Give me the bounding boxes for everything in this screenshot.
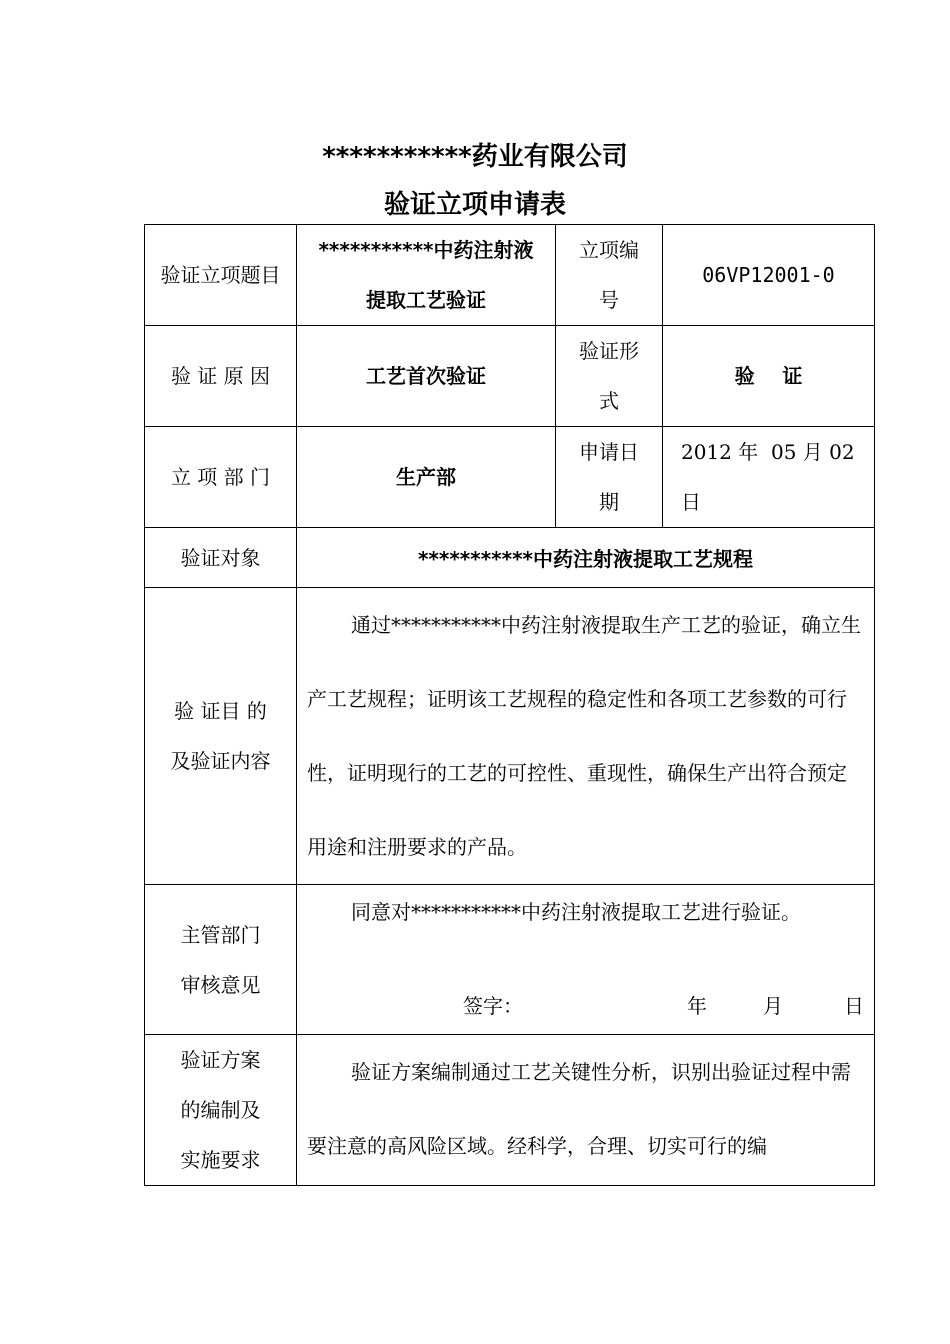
table-row (145, 528, 875, 588)
purpose-label-line2: 及验证内容 (170, 749, 271, 773)
application-table (144, 224, 875, 1186)
topic-value-line2: 提取工艺验证 (366, 288, 486, 312)
signature-line (297, 990, 864, 1026)
sign-label: 签字： (463, 994, 523, 1018)
topic-value (297, 225, 556, 326)
topic-label: 验证立项题目 (145, 225, 297, 326)
reason-label: 验 证 原 因 (145, 326, 297, 427)
number-label-line1: 立项编 (579, 238, 639, 262)
date-value (663, 427, 875, 528)
dept-label: 立 项 部 门 (145, 427, 297, 528)
table-row (145, 1035, 875, 1186)
review-label (145, 885, 297, 1035)
topic-value-line1: ***********中药注射液 (318, 238, 534, 262)
table-row (145, 885, 875, 1035)
date-label-line2: 期 (599, 490, 619, 514)
plan-label (145, 1035, 297, 1186)
table-row (145, 326, 875, 427)
date-value-line1: 2012 年 05 月 02 (681, 440, 855, 464)
number-value: 06VP12001-0 (663, 225, 875, 326)
form-label-line1: 验证形 (579, 339, 639, 363)
company-name: ***********药业有限公司 (322, 142, 628, 172)
number-label (556, 225, 663, 326)
purpose-label-line1: 验 证目 的 (174, 699, 267, 723)
date-label (556, 427, 663, 528)
review-text: 同意对***********中药注射液提取工艺进行验证。 (351, 900, 801, 924)
plan-label-line1: 验证方案 (180, 1048, 261, 1072)
form-label (556, 326, 663, 427)
table-row (145, 588, 875, 885)
object-value: ***********中药注射液提取工艺规程 (297, 528, 875, 588)
plan-label-line3: 实施要求 (180, 1148, 261, 1172)
plan-label-line2: 的编制及 (180, 1098, 261, 1122)
table-row (145, 225, 875, 326)
sign-year: 年 (687, 994, 707, 1018)
table-row (145, 427, 875, 528)
purpose-text: 通过***********中药注射液提取生产工艺的验证，确立生产工艺规程；证明该工艺规程的稳定性和各项工艺参数的可行性，证明现行的工艺的可控性、重现性，确保生产出符合预定用途和注册要求的产品。 (297, 588, 875, 885)
sign-month: 月 (763, 994, 783, 1018)
form-label-line2: 式 (599, 389, 619, 413)
review-cell (297, 885, 875, 1035)
purpose-label (145, 588, 297, 885)
reason-value: 工艺首次验证 (297, 326, 556, 427)
number-label-line2: 号 (599, 288, 619, 312)
review-label-line2: 审核意见 (180, 972, 261, 997)
sign-day: 日 (844, 994, 864, 1018)
dept-value: 生产部 (297, 427, 556, 528)
review-label-line1: 主管部门 (180, 922, 261, 947)
plan-text: 验证方案编制通过工艺关键性分析，识别出验证过程中需要注意的高风险区域。经科学，合理、切实可行的编 (297, 1035, 875, 1186)
form-title: 验证立项申请表 (383, 190, 566, 220)
date-value-line2: 日 (681, 490, 701, 514)
form-value: 验 证 (663, 326, 875, 427)
object-label: 验证对象 (145, 528, 297, 588)
date-label-line1: 申请日 (579, 440, 639, 464)
